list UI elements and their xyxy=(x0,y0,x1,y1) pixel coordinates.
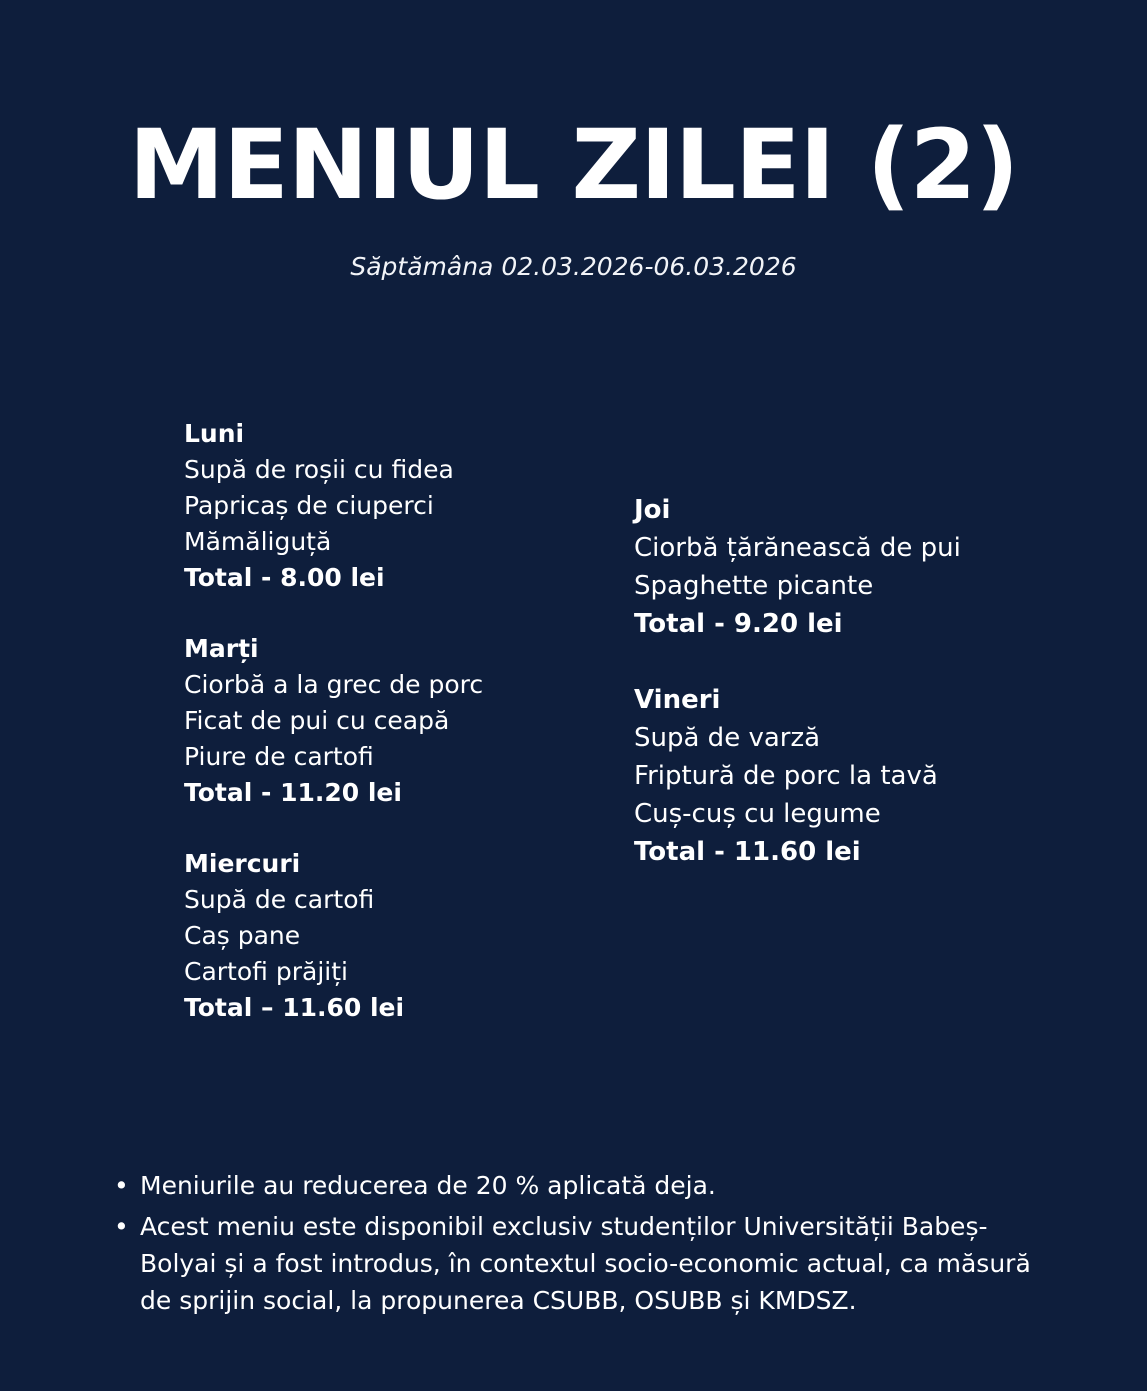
dish-item: Friptură de porc la tavă xyxy=(634,761,938,791)
day-name: Miercuri xyxy=(184,849,301,878)
dish-item: Supă de varză xyxy=(634,723,821,753)
day-name: Joi xyxy=(634,495,671,525)
note-item xyxy=(112,1167,1032,1204)
day-name: Marți xyxy=(184,634,259,663)
day-block-miercuri xyxy=(184,846,614,1026)
day-total: Total – 11.60 lei xyxy=(184,993,405,1022)
dish-item: Supă de roșii cu fidea xyxy=(184,455,454,484)
day-total: Total - 9.20 lei xyxy=(634,609,843,639)
dish-item: Piure de cartofi xyxy=(184,742,374,771)
dish-item: Supă de cartofi xyxy=(184,885,375,914)
day-name: Luni xyxy=(184,419,245,448)
menu-column-left xyxy=(184,416,614,1061)
bullet-icon: • xyxy=(114,1171,129,1200)
day-block-vineri xyxy=(634,681,1064,871)
day-block-luni xyxy=(184,416,614,596)
note-item xyxy=(112,1208,1032,1319)
dish-item: Ficat de pui cu ceapă xyxy=(184,706,450,735)
day-total: Total - 11.60 lei xyxy=(634,837,861,867)
menu-column-right xyxy=(634,491,1064,909)
day-total: Total - 11.20 lei xyxy=(184,778,402,807)
note-text: Meniurile au reducerea de 20 % aplicată deja. xyxy=(140,1171,716,1200)
dish-item: Ciorbă țărănească de pui xyxy=(634,533,961,563)
day-block-joi xyxy=(634,491,1064,643)
dish-item: Spaghette picante xyxy=(634,571,874,601)
day-total: Total - 8.00 lei xyxy=(184,563,385,592)
dish-item: Cuș-cuș cu legume xyxy=(634,799,881,829)
dish-item: Mămăliguță xyxy=(184,527,332,556)
dish-item: Papricaș de ciuperci xyxy=(184,491,434,520)
page-title: MENIUL ZILEI (2) xyxy=(128,109,1019,221)
week-subtitle: Săptămâna 02.03.2026-06.03.2026 xyxy=(350,252,797,281)
day-block-marti xyxy=(184,631,614,811)
bullet-icon: • xyxy=(114,1212,129,1241)
dish-item: Caș pane xyxy=(184,921,301,950)
dish-item: Ciorbă a la grec de porc xyxy=(184,670,484,699)
note-text: Acest meniu este disponibil exclusiv studenților Universității Babeș-Bolyai și a fost introdus, în contextul socio-economic actual, ca măsură de sprijin social, la propunerea CSUBB, OSUBB și KMDSZ. xyxy=(140,1212,1031,1315)
day-name: Vineri xyxy=(634,685,721,715)
notes-list xyxy=(112,1167,1032,1323)
dish-item: Cartofi prăjiți xyxy=(184,957,348,986)
